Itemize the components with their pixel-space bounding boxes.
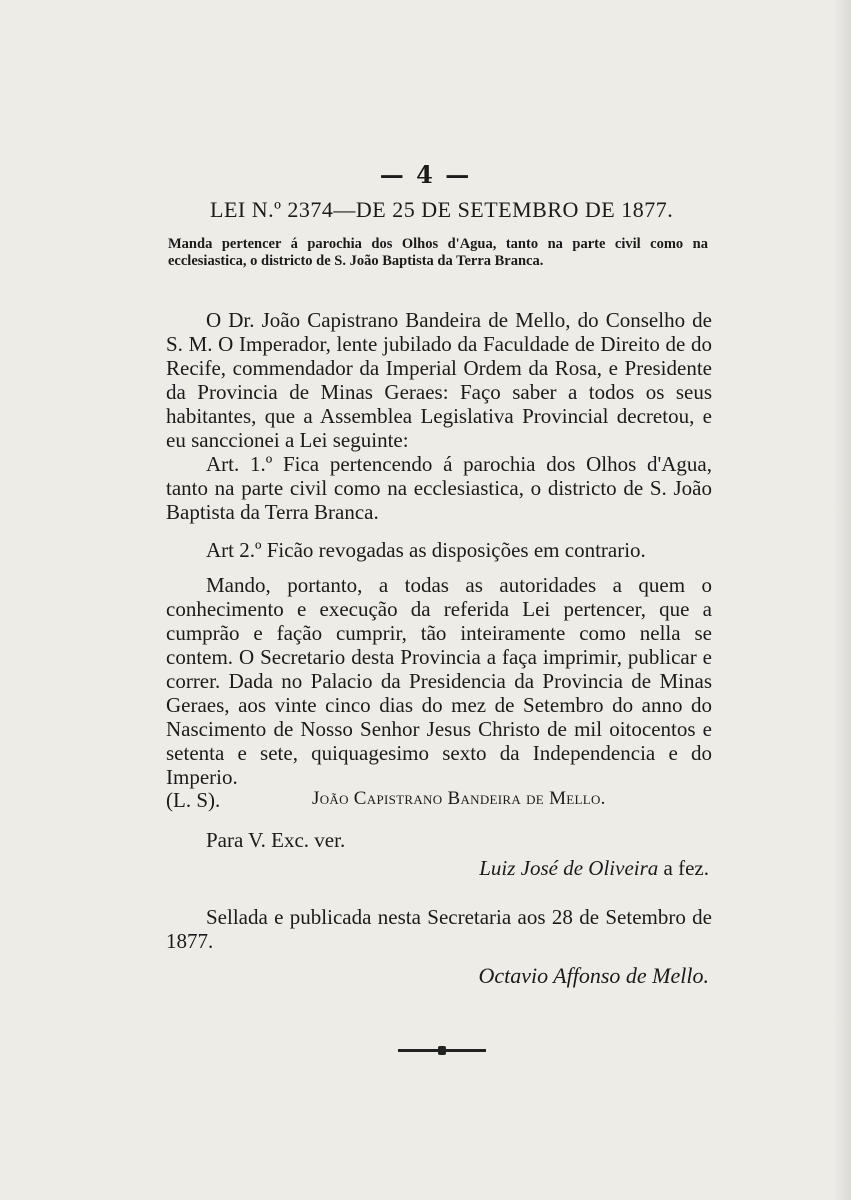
scribe-suffix: a fez. [658,856,709,880]
scribe-name: Luiz José de Oliveira [479,856,659,880]
para-v-exc-line: Para V. Exc. ver. [206,828,346,852]
secretary-signature: Octavio Affonso de Mello. [478,963,709,988]
scribe-line [479,856,709,881]
law-summary [168,236,708,270]
signatory-name: João Capistrano Bandeira de Mello. [312,788,606,809]
article-2-paragraph: Art 2.º Ficão revogadas as disposições em contrario. [206,538,646,562]
page-number: — 4 — [379,160,472,189]
article-1-paragraph: Art. 1.º Fica pertencendo á parochia dos Olhos d'Agua, tanto na parte civil como na ecclesiastica, o districto de S. João Baptista da Terra Branca. [166,452,712,524]
ornament-center [438,1046,446,1055]
preamble-paragraph: O Dr. João Capistrano Bandeira de Mello, do Conselho de S. M. O Imperador, lente jubilado da Faculdade de Direito de do Recife, commendador da Imperial Ordem da Rosa, e Presidente da Provincia de Minas Geraes: Faço saber a todos os seus habitantes, que a Assemblea Legislativa Provincial decretou, e eu sanccionei a Lei seguinte: [166,308,712,452]
page-edge-shadow [833,0,851,1200]
law-summary-text: Manda pertencer á parochia dos Olhos d'Agua, tanto na parte civil como na ecclesiastica, o districto de S. João Baptista da Terra Branca. [168,236,708,269]
sealed-published-paragraph: Sellada e publicada nesta Secretaria aos 28 de Setembro de 1877. [166,905,712,953]
mando-paragraph: Mando, portanto, a todas as autoridades a quem o conhecimento e execução da referida Lei pertencer, que a cumprão e fação cumprir, tão inteiramente como nella se contem. O Secretario desta Provincia a faça imprimir, publicar e correr. Dada no Palacio da Presidencia da Provincia de Minas Geraes, aos vinte cinco dias do mez de Setembro do anno do Nascimento de Nosso Senhor Jesus Christo de mil oitocentos e setenta e sete, quiquagesimo sexto da Independencia e do Imperio. [166,573,712,789]
law-title: LEI N.º 2374—DE 25 DE SETEMBRO DE 1877. [210,197,674,222]
closing-ornament [398,1046,486,1055]
seal-mark: (L. S). [166,788,221,812]
